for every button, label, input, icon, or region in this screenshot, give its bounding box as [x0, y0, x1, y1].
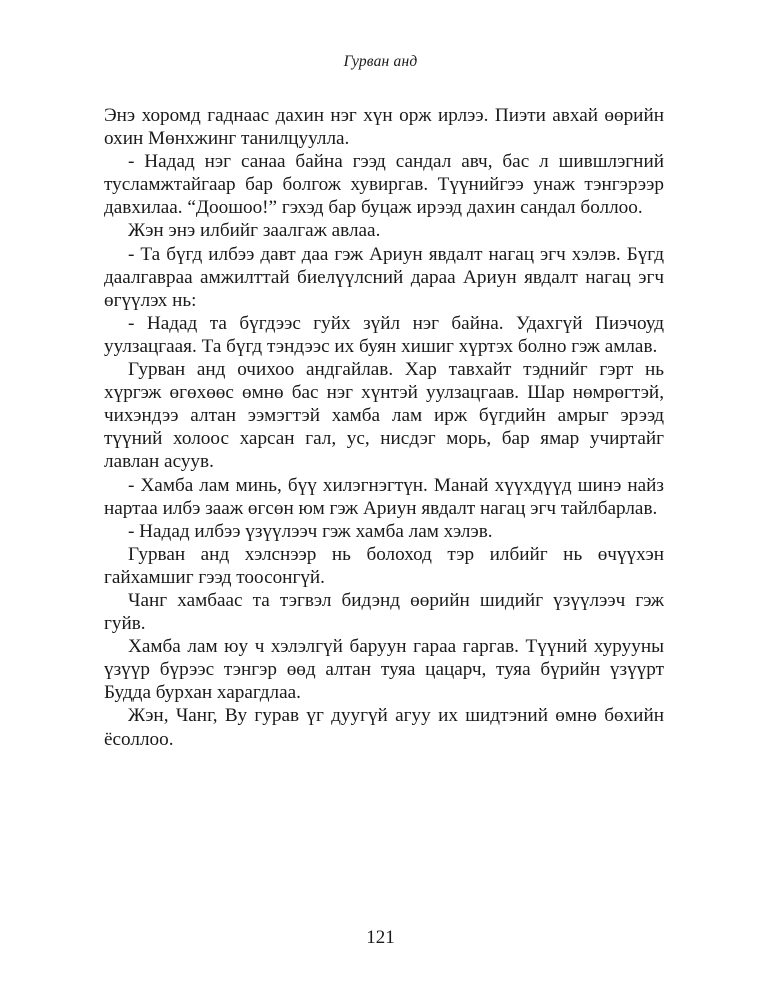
paragraph: Хамба лам юу ч хэлэлгүй баруун гараа гаргав. Түүний хурууны үзүүр бүрээс тэнгэр өөд алтан туяа цацарч, туяа бүрийн үзүүрт Будда бурхан харагдлаа. [104, 636, 664, 704]
paragraph: - Хамба лам минь, бүү хилэгнэгтүн. Манай хүүхдүүд шинэ найз нартаа илбэ зааж өгсөн юм гэж Ариун явдалт нагац эгч тайлбарлав. [104, 474, 664, 519]
body-text [104, 104, 664, 751]
paragraph: Гурван анд очихоо андгайлав. Хар тавхайт тэднийг гэрт нь хүргэж өгөхөөс өмнө бас нэг хүнтэй уулзацгаав. Шар нөмрөгтэй, чихэндээ алтан ээмэгтэй хамба лам ирж бүгдийн амрыг эрээд түүний холоос харсан гал, ус, нисдэг морь, бар ямар учиртайг лавлан асуув. [104, 359, 664, 473]
paragraph: Жэн, Чанг, Ву гурав үг дуугүй агуу их шидтэний өмнө бөхийн ёсоллоо. [104, 705, 664, 750]
page-number: 121 [366, 927, 395, 948]
paragraph: - Надад нэг санаа байна гээд сандал авч, бас л шившлэгний тусламжтайгаар бар болгож хувиргав. Түүнийгээ унаж тэнгэрээр давхилаа. “Доошоо!” гэхэд бар буцаж ирээд дахин сандал боллоо. [104, 151, 664, 219]
running-header: Гурван анд [343, 53, 418, 70]
paragraph: - Надад та бүгдээс гуйх зүйл нэг байна. Удахгүй Пиэчоуд уулзацгаая. Та бүгд тэндээс их буян хишиг хүртэх болно гэж амлав. [104, 312, 664, 357]
paragraph: Чанг хамбаас та тэгвэл бидэнд өөрийн шидийг үзүүлээч гэж гуйв. [104, 589, 664, 635]
paragraph: - Надад илбээ үзүүлээч гэж хамба лам хэлэв. [128, 520, 493, 542]
paragraph: Энэ хоромд гаднаас дахин нэг хүн орж ирлээ. Пиэти авхай өөрийн охин Мөнхжинг танилцуулла. [104, 105, 664, 150]
paragraph: - Та бүгд илбээ давт даа гэж Ариун явдалт нагац эгч хэлэв. Бүгд даалгавраа амжилттай биелүүлсний дараа Ариун явдалт нагац эгч өгүүлэх нь: [104, 243, 664, 311]
paragraph: Жэн энэ илбийг заалгаж авлаа. [128, 220, 381, 242]
paragraph: Гурван анд хэлснээр нь болоход тэр илбийг нь өчүүхэн гайхамшиг гээд тоосонгүй. [104, 543, 664, 588]
